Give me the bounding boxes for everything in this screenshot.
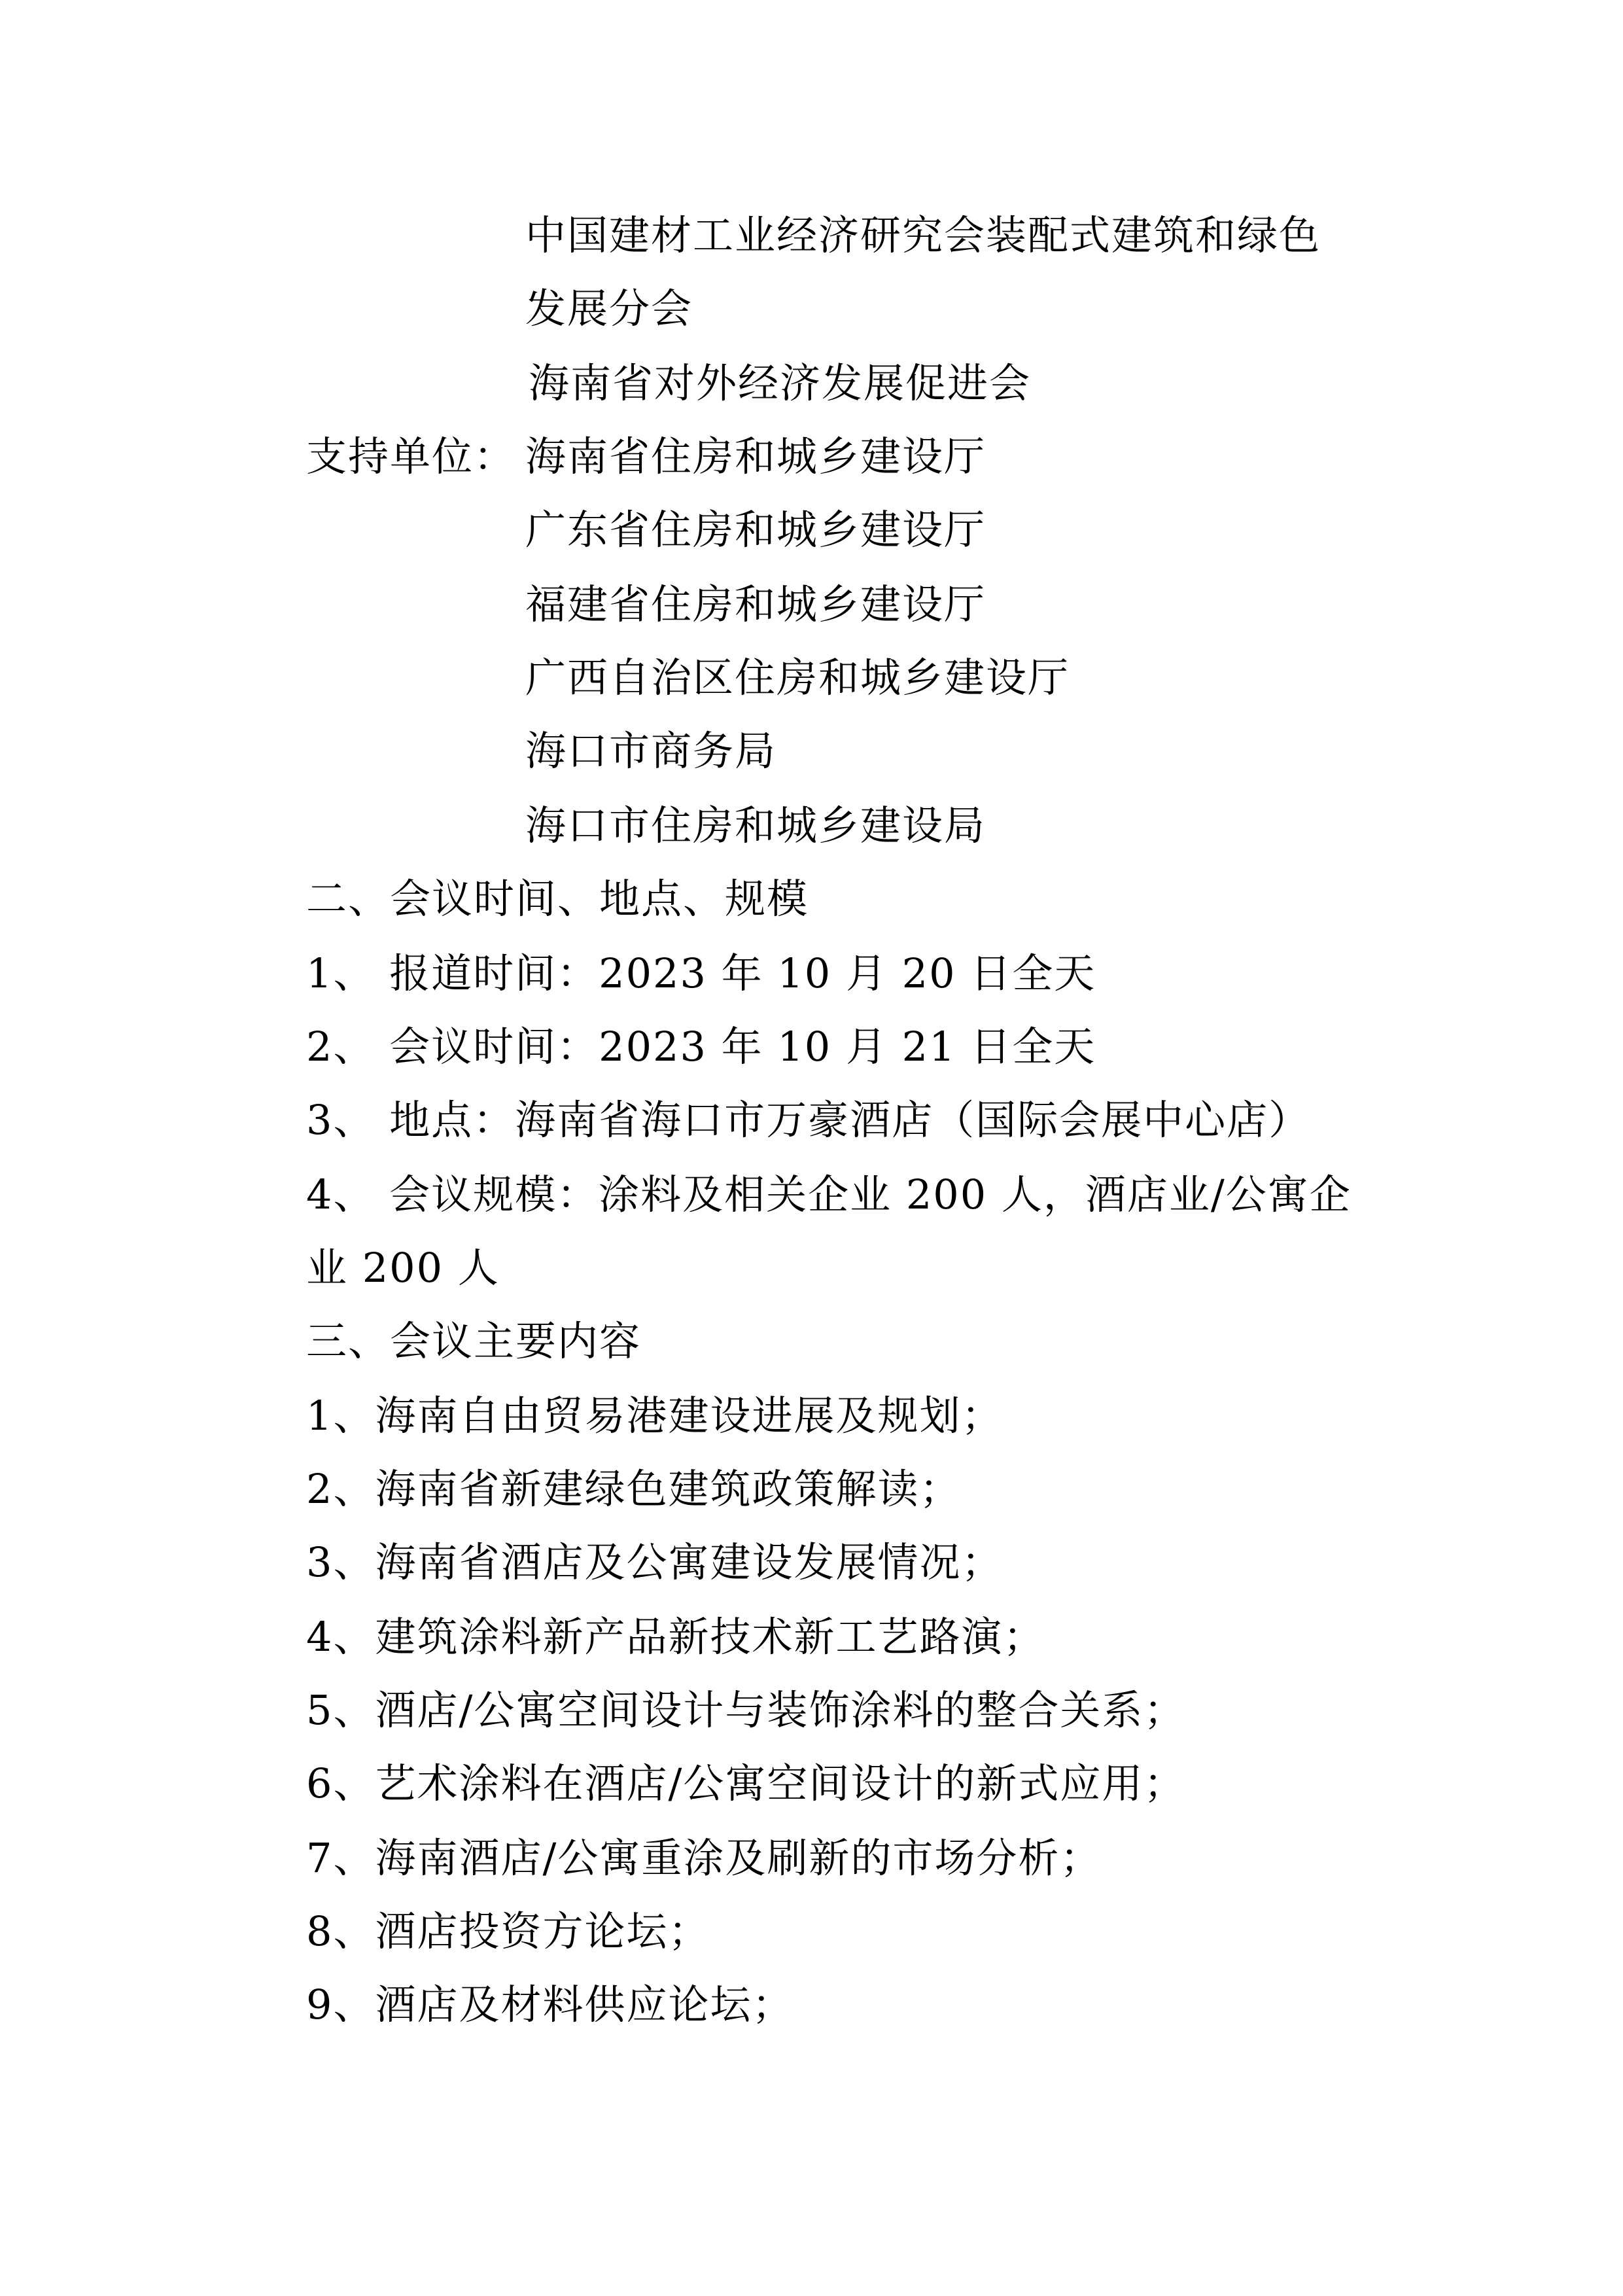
organizer-line: 中国建材工业经济研究会装配式建筑和绿色 <box>525 211 1321 259</box>
support-unit: 广西自治区住房和城乡建设厅 <box>525 654 1070 701</box>
list-item: 4、建筑涂料新产品新技术新工艺路演； <box>306 1613 1045 1661</box>
list-item: 7、海南酒店/公寓重涂及刷新的市场分析； <box>306 1834 1102 1882</box>
support-unit: 福建省住房和城乡建设厅 <box>525 580 986 628</box>
list-item: 3、 地点：海南省海口市万豪酒店（国际会展中心店） <box>306 1096 1311 1144</box>
organizer-line: 发展分会 <box>525 285 693 332</box>
list-item: 业 200 人 <box>306 1244 500 1292</box>
list-item: 3、海南省酒店及公寓建设发展情况； <box>306 1538 1003 1586</box>
support-label: 支持单位： <box>306 433 516 480</box>
section-heading: 二、会议时间、地点、规模 <box>306 875 809 923</box>
organizer-line: 海南省对外经济发展促进会 <box>529 359 1032 407</box>
list-item: 4、 会议规模：涂料及相关企业 200 人，酒店业/公寓企 <box>306 1171 1352 1218</box>
support-unit: 海口市商务局 <box>525 727 777 775</box>
list-item: 6、艺术涂料在酒店/公寓空间设计的新式应用； <box>306 1759 1186 1807</box>
list-item: 5、酒店/公寓空间设计与装饰涂料的整合关系； <box>306 1686 1186 1734</box>
list-item: 8、酒店投资方论坛； <box>306 1907 710 1955</box>
list-item: 9、酒店及材料供应论坛； <box>306 1981 794 2028</box>
list-item: 1、 报道时间：2023 年 10 月 20 日全天 <box>306 949 1096 997</box>
list-item: 1、海南自由贸易港建设进展及规划； <box>306 1392 1003 1439</box>
list-item: 2、海南省新建绿色建筑政策解读； <box>306 1465 962 1513</box>
support-unit: 广东省住房和城乡建设厅 <box>525 506 986 554</box>
section-heading: 三、会议主要内容 <box>306 1317 642 1365</box>
support-unit: 海南省住房和城乡建设厅 <box>525 433 986 480</box>
support-unit: 海口市住房和城乡建设局 <box>525 802 986 849</box>
list-item: 2、 会议时间：2023 年 10 月 21 日全天 <box>306 1023 1096 1070</box>
